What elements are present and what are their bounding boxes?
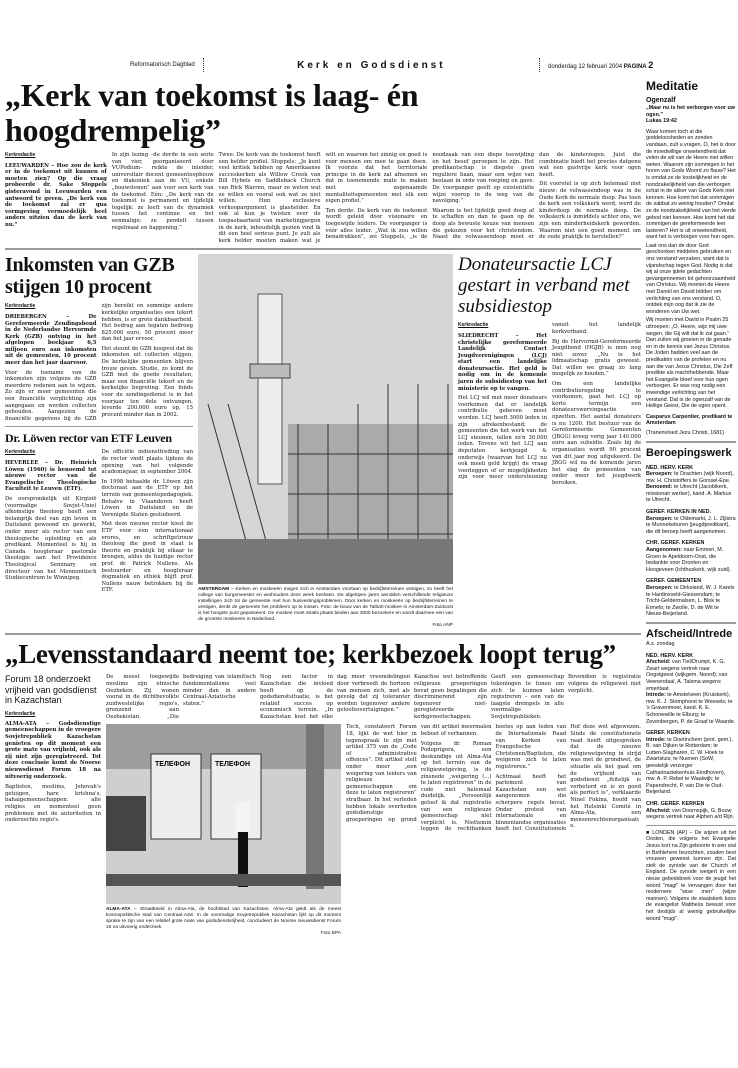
- kazakhstan-photo-block: [106, 724, 341, 937]
- meditatie-quote: „Maar nu is het verborgen voor uw ogen.”: [646, 105, 735, 118]
- entry: [646, 484, 736, 504]
- meditatie-source: (Tranenvloed Jezu Christi, 1681): [646, 429, 725, 436]
- entry-text: te Utrecht (Jacobikerk, missionair werker), kand. A. Markus te Utrecht.: [646, 484, 732, 504]
- meditatie-reference: Lukas 19:42: [646, 118, 677, 125]
- paragraph: De meest toegewijde moslims zijn etnische Oezbeken. Zij wonen vooral in de dichtbevolkte zuidwestelijke regio's, grenzend aan Oezbekistan. „Die bedreiging van islamitisch fundamentalisme veel minder dan in andere Centraal-Aziatische staten.”: [106, 674, 256, 720]
- byline: Kerkredactie: [5, 303, 36, 310]
- phone-sign: ТЕЛЕФОН: [215, 761, 250, 769]
- article-lead: SLIEDRECHT – Het christelijke gereformeerde Landelijk Contact Jeugdverenigingen (LCJ) start een landelijke donateursactie. Het geld is nodig om in de komende jaren de subsidiestop van het ministerie op te vangen.: [458, 332, 547, 392]
- beroepingswerk-title: Beroepingswerk: [646, 446, 732, 459]
- kazakhstan-article: [5, 674, 641, 937]
- paragraph: Waarom is het tijdelijk goed doop af te schaffen en dan te gaan op de doop als bewuste keuze van mensen die gekozen voor het christendom. Naast die volwassendoop moet er dan de kinderzegen. Juist die combinatie biedt het precies datgene wat een gastvrije kerk voor ogen heeft.: [432, 152, 641, 241]
- entry-text: te Dirksland, W. J. Karels te Hardinxveld-Giessendam; te Tricht-Geldermalsen, L. Blok te Ermelo; te Zwolle, D. de Wit te Nieuw-Beijerland.: [646, 585, 735, 618]
- entry-label: Aangenomen:: [646, 547, 682, 554]
- lowen-article-body: [5, 449, 193, 593]
- news-place: LONDEN (AP): [652, 829, 688, 836]
- phone-sign: ТЕЛЕФОН: [155, 761, 190, 769]
- article-lead: ALMA-ATA – Godsdienstige gemeenschappen in de vroegere Sovjetrepubliek Kazachstan genieten op dit moment een grote mate van vrijheid, ook als zij niet zijn geregistreerd. Tot deze conclusie komt de Noorse nieuwsdienst Forum 18 na uitvoerig onderzoek.: [5, 720, 101, 780]
- caption-place: ALMA-ATA: [106, 907, 131, 913]
- entry-text: te Oldemarkt, J. L. Zijlstra te Munnekeburen (jeugdpredikant), die dit beroep heeft aangenomen.: [646, 515, 736, 535]
- paragraph: Wij moeten met David in Psalm 25 uitroepen: „O, Heere, wijs mij uwe wegen, die Gij wilt dat ik zal gaan.” Dan zullen wij groeien in de genade en in de kennis van Jezus Christus. De Joden hadden veel aan de predikatiën van de profeten en nu aan die van Jezus Christus, Die Zelf predikte als machthebbende. Maar het Evangelie bleef voor hun ogen verborgen. Er was nog nodig een inwendige verlichting van het verstand. Dat is de ogenzalf van de Heilige Geest, Die de ogen opent.: [646, 317, 733, 410]
- afscheid-title: Afscheid/Intrede: [646, 627, 733, 640]
- entry-label: Intrede:: [646, 692, 666, 699]
- meditatie-subtitle: Ogenzalf: [646, 97, 676, 104]
- paragraph: Baptisten, moslims, Jehovah's getuigen, hare krishna's, bahaigemeenschappen: alle religies en momenteel geen problemen met de autoriteiten in onderzochte regio's.: [5, 784, 101, 824]
- section-title: Kerk en Godsdienst: [297, 59, 446, 71]
- entry: [646, 692, 736, 725]
- page-number: 2: [648, 60, 654, 70]
- sidebar: [646, 80, 736, 937]
- church-name: NED. HERV. KERK: [646, 652, 694, 659]
- entry-label: Beroepen:: [646, 471, 673, 478]
- phone-booth-street-image: [106, 724, 341, 904]
- entry-label: Beroepen:: [646, 515, 673, 522]
- kazakhstan-photo-caption: [106, 907, 341, 937]
- news-text: – De wijzen uit het Oosten, die volgens het Evangelie Jezus kort na Zijn geboorte in een stal in Bethlehem bezochten, zouden best vrouwen geweest kunnen zijn. Dat stelt de synode van de Church of England. De synode weigert in een nieuw gebedsboek voor de jeugd het woord "magi" te vervangen door het modernere "wise men" (wijze mannen). Volgens de staatskerk koos de evangelist Mattheüs bewust voor het destijds al weinig gebruikelijke woord "magi".: [646, 829, 737, 922]
- church-name: GEREF. KERKEN: [646, 730, 690, 737]
- gzb-headline: Inkomsten van GZB stijgen 10 procent: [5, 254, 175, 299]
- entry: [646, 471, 736, 484]
- main-article-body: [5, 152, 641, 244]
- byline: Kerkredactie: [5, 152, 36, 158]
- paragraph: Met deze nieuwe rector kiest de ETF voor een internationaal erores, en schriftgetrouw theoloog die goed in staat is theorie en praktijk bij elkaar te brengen, aldus de huidige rector prof. dr. Patrick Nullens. Als bestuurder en hoogleraar dogmatiek en ethiek blijft prof. Nullens nauw betrokken bij de ETF.: [101, 521, 193, 594]
- divider: [646, 622, 736, 624]
- entry: [646, 808, 736, 821]
- entry-text: te Amstelveen (Kruiskerk), mw. K. J. Stomphorst te Weesels; te 's Gravenmoer, kand. K. E. Schonewille te Elburg; te Zevenbergen, P. de Graaf te Waarde.: [646, 692, 736, 725]
- entry-text: van Tiel/Drumpt, K. G. Zwart wegens vertrek naar Oegstgeest (wijkgem. Noord); van Veenendaal, A. Talsma wegens emeritaat.: [646, 659, 728, 692]
- paragraph: Voor de toename van de inkomsten zijn volgens de GZB meerdere redenen aan te wijzen. Zo zijn er meer gemeenten die een financiële verplichting zijn aangegaan en werden collecten gehouden. Aangezien de financiële gegevens bij de GZB zijn bereikt en sommige andere kerkelijke organisaties een tekort hebben, is er grote dankbaarheid. Het bedrag aan legaten bedroeg 825.000 euro, 50 procent meer dan het jaar ervoor.: [5, 303, 193, 422]
- paragraph: De officiële indiensttreding van de rector vindt plaats tijdens de opening van het volgende academiejaar, in september 2004.: [101, 449, 193, 476]
- entry-text: van Doornspijk, G. Bouw wegens vertrek naar Alphen a/d Rijn.: [646, 807, 735, 821]
- paragraph: Twee: De kerk van de toekomst heeft een helder profiel. Stoppels: „Je kunt veel kritiek hebben op Amerikaanse succeskerken als Willow Creek van Bill Hybels en Saddleback Church van Rick Warren, maar ze weten wat ze willen en vooral ook wat ze niet willen. Hun exclusieve verkoopargument is glashelder. En ook al kun je twisten over de toepasbaarheid van marketingjargon in de kerk, inhoudelijk gezien vind ik dit een heel serieus punt. Je zult als kerk helder moeten maken wat je wilt en waarom het zinnig en goed is voor mensen om mee te gaan doen. Ik voorzie dat het territoriale principe in de kerk zal afnemen en dat in toenemende mate te maken met zogenaamde mentaliteitsgemeenten met elk een eigen profiel.”: [218, 152, 428, 244]
- church-name: GEREF. GEMEENTEN: [646, 578, 702, 585]
- paragraph: Waar komen toch al die goddeloosheden en zonden vandaan, zult u vragen. O, het is door de moedwillige onwetendheid dat velen de wil van de Heere niet willen weten. Waarom zijn sommigen in het horen van Gods Woord zo flauw? Het is omdat ze de kostelijkheid en de noodzakelijkheid van die verborgen schat in de akker van Gods Kerk niet kennen. Hoe komt het dat sommigen de sabbat zo weinig houden? Omdat ze de noodzakelijkheid van het vierde gebod niet kennen. Hoe komt het dat sommigen de gereformeerde leer lasteren? Het is uit onwetendheid, want het is verborgen voor hun ogen.: [646, 128, 736, 241]
- caption-text: – Straatbeeld in Alma-Ata, de hoofdstad van Kazachstan. Alma-Ata geldt als de meest kosmopolitische stad van Centraal-Azië. In de voormalige Sovjetrepubliek Kazachstan lijkt op dit moment sprake te zijn van een relatief grote mate van godsdienstvrijheid, concludeert de Noorse nieuwsdienst Forum 18 na uitvoerig onderzoek.: [106, 907, 341, 931]
- page-label: PAGINA: [623, 64, 647, 70]
- right-column: [458, 254, 641, 486]
- londen-news-item: [646, 830, 736, 922]
- entry-label: Afscheid:: [646, 807, 671, 814]
- entry: [646, 547, 736, 573]
- article-lead: HEVERLEE – Dr. Heinrich Löwen (1960) is benoemd tot nieuwe rector van de Evangelische Theologische Faculteit te Leuven (ETF).: [5, 460, 97, 493]
- entry-text: naar Emmen, M. Groen te Apeldoorn-Oost, die bedankte voor Dronten en Hoogeveen (Ichthuskerk, wijk zuid).: [646, 547, 732, 573]
- bullet-icon: ■: [646, 829, 653, 836]
- paragraph: Ten derde: De kerk van de toekomst wordt geleid door visionaire en toegewijde leiders. De voorganger is vóór alles leider. „Wat ik zou willen benadrukken”, zei Stoppels, „is de noodzaak van een diepe toewijding en het besef geroepen te zijn. Het predikantschap is diepste geen reguliere baan, maar een wijze van bestaan in orde van roeping en gave. De voorganger geeft op existentiële wijze voorop in de weg van de navolging.”: [325, 152, 535, 241]
- entry-label: Intrede:: [646, 736, 666, 743]
- byline: Kerkredactie: [5, 710, 36, 717]
- article-lead: LEEUWARDEN – Hoe zou de kerk er in de toekomst uit kunnen of moeten zien? Op die vraag probeerde dr. Sake Stoppels gisteravond in Leeuwarden een antwoord te geven. „De kerk van de toekomst zal er qua vormgeving vermoedelijk heel anders uitzien dan de kerk van nu.”: [5, 162, 107, 228]
- meditatie-section: [646, 80, 736, 437]
- main-headline: „Kerk van toekomst is laag- én hoogdrempelig”: [5, 77, 419, 148]
- left-column: [5, 254, 193, 594]
- date: donderdag 12 februari 2004: [548, 64, 623, 70]
- byline: Kerkredactie: [458, 322, 489, 329]
- kazakhstan-headline: „Levensstandaard neemt toe; kerkbezoek loopt terug”: [5, 639, 616, 670]
- meditatie-title: Meditatie: [646, 79, 699, 93]
- entry: [646, 737, 736, 796]
- subhead: Forum 18 onderzoekt vrijheid van godsdienst in Kazachstan: [5, 674, 97, 706]
- meditatie-author: Casparus Carpentier, predikant te Amsterdam: [646, 413, 733, 427]
- entry: [646, 516, 736, 536]
- byline: Kerkredactie: [5, 449, 36, 456]
- divider: [646, 825, 736, 826]
- entry-label: Afscheid:: [646, 659, 671, 666]
- entry-text: te Drachten (wijk Noord), mw. H. Christoffers te Gorssel-Epe.: [646, 471, 734, 484]
- kazakhstan-article-body-continued: [346, 724, 641, 833]
- paragraph: In 1998 behaalde dr. Löwen zijn doctoraat aan de ETF op het terrein van gemeentepedagogiek. Behalve in Vlaanderen heeft Löwen in Duitsland en de Verenigde Staten gestudeerd.: [101, 478, 193, 518]
- divider: [203, 58, 204, 72]
- paragraph: Kazachse wet betreffende religieuze groeperingen bevat geen bepalingen die discriminerend zijn tegenover niet-geregistreerde kerkgenootschappen. Geeft een gemeenschap tekeningen te tonen om zich te kunnen laten registreren – een van de laagste drempels in alle voormalige Sovjetrepublieken. Bovendien is registratie volgens de religiewet niet verplicht.: [414, 674, 641, 720]
- paragraph: Bij de Hervormd-Gereformeerde Jeugdbond (HGJB) is men nog niet zover. „Nu is het lidmaatschap gratis geweest. Dat willen we graag zo lang mogelijk zo houden.”: [552, 338, 641, 378]
- paragraph: Nog een factor in Kazachstan die invloed heeft op de godsdienstsituatie, is het relatief succes op economisch terrein. „In Kazachstan kost het elke dag meer vreemdelingen door verbreedt de horizon van mensen zich, met als gevolg dat zij toleranter worden tegenover andere geloofsovertuigingen.”: [260, 674, 410, 720]
- entry-text: te Doetinchem (prot. gem.), B. van Dijken te Rotterdam; te Lutten-Slagharen, C. W. Hoek te Zwartsluis; te Nuenen (SoW, geestelijk verzorger Catharinaziekenhuis Eindhoven), mw. A. P. Rebel te Waalwijk; te Papendrecht, P. van Die te Oud-Beijerland.: [646, 736, 733, 796]
- kazakhstan-article-body: [106, 674, 641, 720]
- page-date: [548, 60, 738, 70]
- beroepingswerk-section: [646, 447, 736, 618]
- paragraph: Volgens dr. Roman Podoprigora, een deskundige uit Alma-Ata op het terrein van de religiewetgeving, is de zinsnede „weigering (...) te laten registreren” in de code niet helemaal duidelijk. „Persoonlijk geloof ik dat registratie van een religieuze gemeenschap niet verplicht is. Niettemin leggen de rechtbanken boetes op aan leden van de Internationale Raad van Kerken van Evangelische Christenen/Baptisten, die weigeren zich te laten registreren.”: [420, 724, 567, 833]
- minaret-scaffolding-image: [198, 254, 453, 584]
- kazakhstan-body-area: [106, 674, 641, 937]
- kazakhstan-intro: [5, 674, 101, 823]
- mosque-photo-caption: [198, 587, 453, 629]
- paragraph: Om een landelijke contributieregeling te voorkomen, gaat het LCJ op korte termijn een donateurswervingsactie opzetten. Het aantal donateurs is nu 1200. Het bestuur van de Gereformeerde Gemeenten (JBGG) kreeg vorig jaar 140.000 euro aan subsidie. Zoals bij de organisaties wordt 90 procent van dit jaar nog uitgekeerd. De JBGG wil na de komende jaren het slag de gemeenten van onder meer het jeugdwerk bereiken.: [552, 381, 641, 486]
- photo-credit: Foto EPA: [320, 931, 341, 937]
- paragraph: De oorspronkelijk uit Kirgizië (voormalige Sovjet-Unie) afkomstige theoloog heeft een belangrijk deel van zijn leven in Duitsland gewoond en gewerkt, onder meer als rector van een theologische opleiding en als predikant. Momenteel is hij in Canada hoogleraar pastorale theologie aan het Providence Theological Seminary en directeur van het Mennonitisch Studiecentrum te Winnipeg.: [5, 495, 97, 582]
- caption-text: – Kerken en moskeeën mogen zich in Amsterdam voortaan op bedrijfsterreinen vestigen, zo heeft het college van burgemeester en wethouders deze week besloten. De afgelopen jaren wendden verschillende religieuze instellingen zich tot de gemeente met hun huisvestingsproblemen. Door kerken en moskeeën op bedrijfsterreinen te vestigen, denkt de gemeente het probleem op te lossen. Foto: de bouw van de Taibah-moskee in Amsterdam-Zuidoost is het hoogste punt gepasseerd. De moskee moet straks plaats bieden aan 3000 bezoekers en wordt daarmee een van de grootste moskeeën in Nederland.: [198, 587, 453, 623]
- mosque-photo-block: [198, 254, 453, 629]
- middle-section: [5, 254, 641, 629]
- masthead: [0, 58, 738, 72]
- article-lead: DRIEBERGEN – De Gereformeerde Zendingsbond in de Nederlandse Hervormde Kerk (GZB) ontving in het afgelopen boekjaar 6,5 miljoen euro aan inkomsten uit de gemeenten, 10 procent meer dan het jaar daarvoor.: [5, 313, 97, 367]
- entry: [646, 585, 736, 618]
- entry: [646, 659, 736, 692]
- paragraph: Achtmaal heeft het parlement van Kazachstan een wet aangenomen die scherpere regels bevat. Onder protest van internationale en binnenlandse organisaties heeft het Constitutionele Hof deze wet afgewezen. Sinds de constitutionele raad heeft uitgesproken dat de nieuwe religiewetgeving in strijd was met de grondwet, de situatie als het gaat om de vrijheid van godsdienst „feitelijk is verbeterd en is zo goed als perfect is”, verklaarde Ninel Fokina, hoofd van het Helsinki Comité in Alma-Ata, een mensenrechtenorganisatie.: [495, 724, 641, 833]
- paragraph: In zijn lezing –de derde in een serie van vier, georganiseerd door VUPodium– reikte de inleider, universitair docent gemeenteopbouw en diakoniek aan de VU, enkele „bouwstenen” aan voor een kerk van de toekomst. Eén: „De kerk van de toekomst is permanent en tijdelijk tegelijk: ze leeft van de dynamiek tussen het continue en het eenmalige; ze pendelt tussen regelmaat en happening.”: [111, 152, 214, 231]
- divider: [646, 441, 736, 443]
- lcj-headline: Donateursactie LCJ gestart in verband met subsidiestop: [458, 254, 630, 318]
- mosque-construction-photo: [198, 254, 453, 584]
- paragraph: Dit voorstel is op zich helemaal niet nieuw: de volwassendoop was in de Oude Kerk de normale doop. Pas toen de kerk een volkskerk werd, werd de kinderdoop de normale doop. De volkskerk is inmiddels achter ons, we zijn een minderheidskerk geworden. Waarom niet een goed moment om de oude praktijk te herstellen?”: [539, 181, 641, 241]
- divider: [539, 58, 540, 72]
- gzb-article-body: [5, 303, 193, 422]
- afscheid-subtitle: A.s. zondag: [646, 640, 675, 647]
- divider: [5, 426, 193, 427]
- church-name: CHR. GEREF. KERKEN: [646, 540, 705, 547]
- lcj-article-body: [458, 322, 641, 486]
- entry-label: Beroepen:: [646, 585, 673, 591]
- lowen-headline: Dr. Löwen rector van ETF Leuven: [5, 431, 172, 446]
- kazakhstan-lower: [106, 724, 641, 937]
- divider: [5, 633, 641, 635]
- street-scene-photo: [106, 724, 341, 904]
- afscheid-section: [646, 628, 736, 821]
- entry-label: Benoemd:: [646, 484, 673, 491]
- photo-credit: Foto ANP: [432, 623, 453, 629]
- paragraph: Het LCJ wil met meer donateurs voorkomen dat er landelijk contributie gebeven moet worden. LCJ heeft 3000 leden in zijn afrekenbestand; de gemeenten die het werk van het LCJ steunen, tellen zo'n 30.000 leden. Tevens wil het LCJ aan deputaten kerkjeugd & onderwijs (waarvan het LCJ nu ook meeli geld krijgt) de vraag voorleggen of er mogelijkheden zijn voor meer ondersteuning vanuit het landelijk kerkverband.: [458, 322, 641, 481]
- paper-name: Reformatorisch Dagblad: [130, 62, 195, 68]
- church-name: NED. HERV. KERK: [646, 464, 694, 471]
- paragraph: Het steunt de GZB hoopvol dat de inkomsten uit collecten stijgen. De kerkelijke gemeenten blijven trouw geven. Studie, zo komt de GZB met de goede resultaten, maar een financiële tekort en de kerkelijke begroting. Een fonds voor de zendingsdienst is in het voorjaar ten dele ontvangen, leverde 200.000 euro op, 15 procent minder dan in 2002.: [101, 345, 194, 418]
- church-name: CHR. GEREF. KERKEN: [646, 801, 705, 808]
- paragraph: Toch, constateert Forum 18, lijkt de wet hier in tegenspraak te zijn met artikel 375 van de „Code of administrative offences”. Dit artikel stelt onder meer „een weigering van leiders van religieuze gemeenschappen om deze te laten registreren” strafbaar. In het verleden hebben lokale overheden godsdienstige groeperingen op grond van dit artikel meermalen beboet of verbannen.: [346, 724, 492, 823]
- paragraph: Laat ons dan de door God geschonken middelen gebruiken en ons verstand verzaken, want dat is vijandschap tegen God. Nodig is dat wij al onze ijdele gedachten gevangennemen tot gehoorzaamheid van Christus. Wij moeten de Heere met Daniël en David bidden om verlichting van ons verstand. O, ontdek mijn oog dat ik zie de wonderen van Uw wet.: [646, 242, 736, 315]
- church-name: GEREF. KERKEN IN NED.: [646, 509, 711, 516]
- main-content: [5, 72, 641, 937]
- caption-place: AMSTERDAM: [198, 587, 230, 593]
- divider: [5, 248, 641, 250]
